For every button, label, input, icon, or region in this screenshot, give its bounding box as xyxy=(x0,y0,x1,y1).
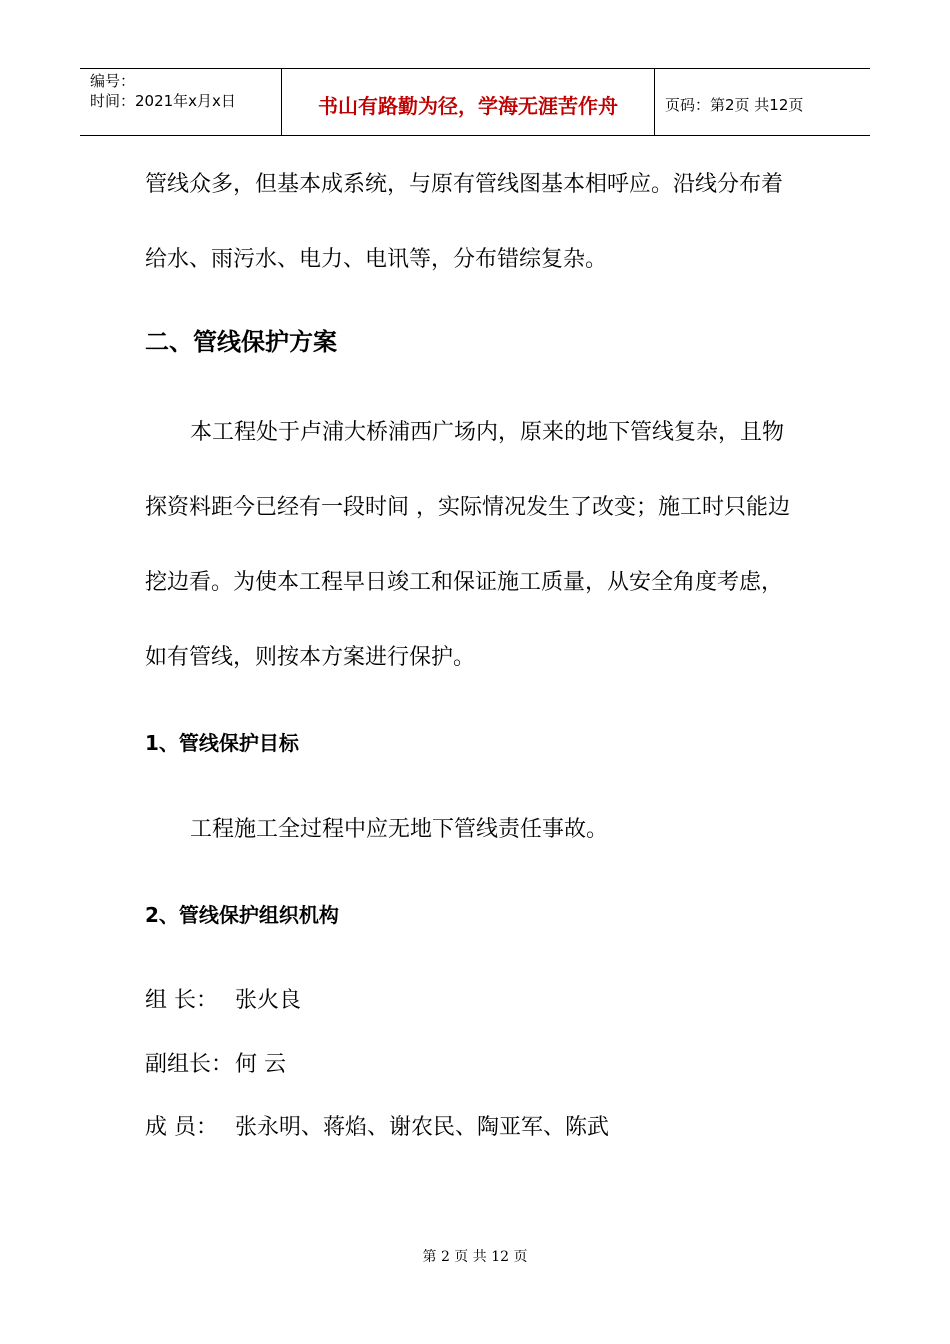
org-names: 张永明、蒋焰、谢农民、陶亚军、陈武 xyxy=(235,1115,610,1140)
paragraph-line: 工程施工全过程中应无地下管线责任事故。 xyxy=(190,817,609,842)
header-motto: 书山有路勤为径，学海无涯苦作舟 xyxy=(282,69,655,135)
page-footer: 第 2 页 共 12 页 xyxy=(422,1249,528,1265)
org-role: 组 长： xyxy=(145,988,218,1013)
subsection-heading: 2、管线保护组织机构 xyxy=(145,903,339,927)
paragraph-line: 给水、雨污水、电力、电讯等，分布错综复杂。 xyxy=(145,247,608,272)
header-date: 时间：2021年x月x日 xyxy=(90,92,236,110)
org-row xyxy=(145,1113,609,1143)
page-header xyxy=(80,68,870,136)
paragraph-line: 探资料距今已经有一段时间 ，实际情况发生了改变；施工时只能边 xyxy=(145,495,790,520)
org-names: 张火良 xyxy=(235,988,302,1013)
org-names: 何 云 xyxy=(235,1052,286,1077)
header-number: 编号： xyxy=(90,72,136,90)
section-heading: 二、管线保护方案 xyxy=(145,328,337,356)
paragraph-line: 管线众多，但基本成系统，与原有管线图基本相呼应。沿线分布着 xyxy=(145,172,784,197)
paragraph-line: 如有管线，则按本方案进行保护。 xyxy=(145,645,476,670)
header-page-number: 页码：第2页 共12页 xyxy=(665,95,804,114)
org-row xyxy=(145,986,301,1016)
org-role: 副组长： xyxy=(145,1052,234,1077)
subsection-heading: 1、管线保护目标 xyxy=(145,731,299,755)
org-role: 成 员： xyxy=(145,1115,218,1140)
paragraph-line: 本工程处于卢浦大桥浦西广场内，原来的地下管线复杂，且物 xyxy=(190,420,785,445)
header-meta xyxy=(80,69,282,135)
paragraph-line: 挖边看。为使本工程早日竣工和保证施工质量，从安全角度考虑， xyxy=(145,570,784,595)
org-row xyxy=(145,1050,286,1080)
